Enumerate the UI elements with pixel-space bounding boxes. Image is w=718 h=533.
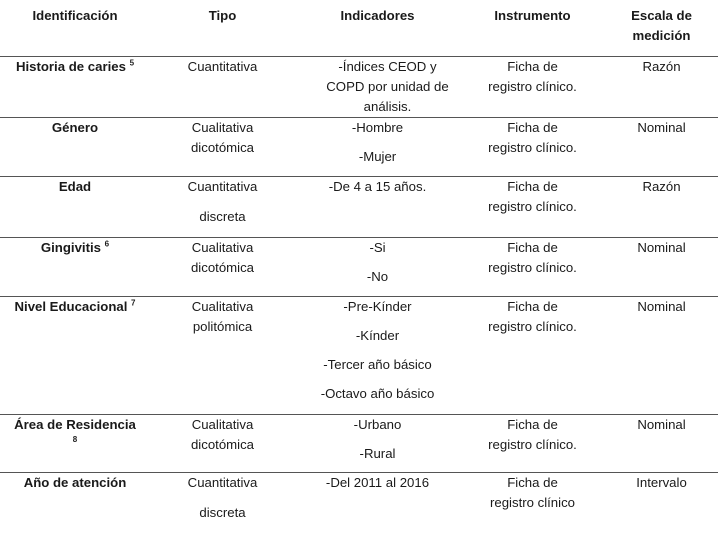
cell-instrumento: Ficha de registro clínico.: [460, 415, 605, 473]
cell-indicadores: -Índices CEOD y COPD por unidad de análisis.: [295, 57, 460, 118]
cell-identificacion: Género: [0, 118, 150, 177]
table-row: [0, 177, 718, 238]
cell-escala: Nominal: [605, 297, 718, 415]
cell-instrumento: Ficha de registro clínico.: [460, 238, 605, 297]
header-tipo: Tipo: [150, 0, 295, 57]
cell-tipo: Cualitativa dicotómica: [150, 118, 295, 177]
cell-indicadores: -Pre-Kínder -Kínder -Tercer año básico -Octavo año básico: [295, 297, 460, 415]
cell-indicadores: -Si -No: [295, 238, 460, 297]
cell-instrumento: Ficha de registro clínico: [460, 473, 605, 533]
cell-escala: Intervalo: [605, 473, 718, 533]
cell-escala: Nominal: [605, 415, 718, 473]
cell-instrumento: Ficha de registro clínico.: [460, 118, 605, 177]
cell-indicadores: -Urbano -Rural: [295, 415, 460, 473]
header-row: [0, 0, 718, 57]
cell-identificacion: Área de Residencia 8: [0, 415, 150, 473]
table-row: [0, 297, 718, 415]
cell-identificacion: Año de atención: [0, 473, 150, 533]
header-instrumento: Instrumento: [460, 0, 605, 57]
cell-tipo: Cualitativa politómica: [150, 297, 295, 415]
cell-identificacion: Historia de caries $^5$: [0, 57, 150, 118]
header-escala: Escala de medición: [605, 0, 718, 57]
cell-indicadores: -Hombre -Mujer: [295, 118, 460, 177]
cell-tipo: Cualitativa dicotómica: [150, 238, 295, 297]
cell-escala: Razón: [605, 177, 718, 238]
table-row: [0, 238, 718, 297]
table-row: [0, 118, 718, 177]
cell-tipo: Cuantitativa discreta: [150, 473, 295, 533]
cell-tipo: Cualitativa dicotómica: [150, 415, 295, 473]
cell-escala: Nominal: [605, 238, 718, 297]
cell-indicadores: -Del 2011 al 2016: [295, 473, 460, 533]
cell-identificacion: Nivel Educacional $^7$: [0, 297, 150, 415]
cell-instrumento: Ficha de registro clínico.: [460, 297, 605, 415]
table-row: [0, 415, 718, 473]
cell-instrumento: Ficha de registro clínico.: [460, 177, 605, 238]
header-indicadores: Indicadores: [295, 0, 460, 57]
table-row: [0, 57, 718, 118]
cell-tipo: Cuantitativa discreta: [150, 177, 295, 238]
cell-instrumento: Ficha de registro clínico.: [460, 57, 605, 118]
header-identificacion: Identificación: [0, 0, 150, 57]
cell-identificacion: Edad: [0, 177, 150, 238]
table-row: [0, 473, 718, 533]
cell-tipo: Cuantitativa: [150, 57, 295, 118]
cell-indicadores: -De 4 a 15 años.: [295, 177, 460, 238]
cell-escala: Razón: [605, 57, 718, 118]
cell-identificacion: Gingivitis $^6$: [0, 238, 150, 297]
cell-escala: Nominal: [605, 118, 718, 177]
